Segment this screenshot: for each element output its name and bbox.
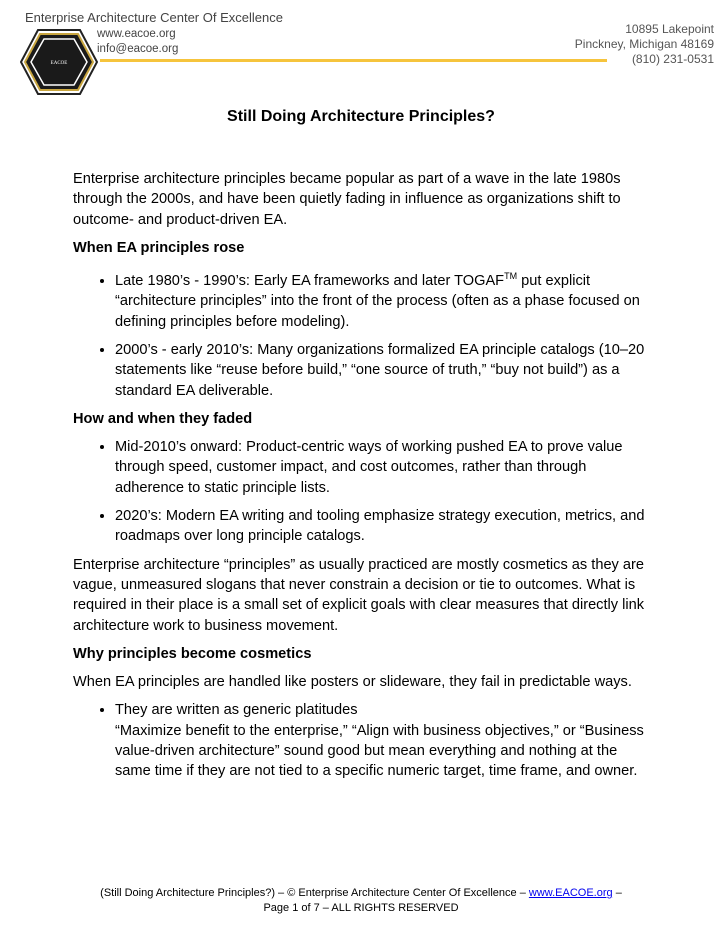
org-name: Enterprise Architecture Center Of Excellence bbox=[25, 10, 283, 25]
item-text: put explicit bbox=[517, 273, 591, 290]
phone: (810) 231-0531 bbox=[631, 52, 714, 66]
svg-text:EACOE: EACOE bbox=[50, 61, 68, 66]
paragraph: Enterprise architecture “principles” as usually practiced are mostly cosmetics as they are vague, unmeasured slogans that never constrain a decision or tie to outcomes. What is required in their place is a small set of explicit goals with clear measures that directly link architecture work to business movement. bbox=[73, 556, 645, 634]
footer-text: – bbox=[612, 887, 622, 899]
list-item: • 2000’s - early 2010’s: Many organizations formalized EA principle catalogs (10–20 statements like “reuse before build,” “one source of truth,” “buy not build”) as a standard EA deliverable. bbox=[115, 340, 653, 401]
section-heading: How and when they faded bbox=[73, 410, 253, 427]
list-item: • Mid-2010’s onward: Product-centric ways of working pushed EA to prove value through speed, customer impact, and cost outcomes, rather than through adherence to static principle lists. bbox=[115, 437, 653, 498]
document-body bbox=[73, 169, 653, 790]
item-text: Late 1980’s - 1990’s: Early EA frameworks and later TOGAF bbox=[115, 273, 505, 290]
bullet-list bbox=[73, 266, 653, 401]
section-heading: When EA principles rose bbox=[73, 239, 245, 256]
bullet-list bbox=[73, 700, 653, 781]
contact-links bbox=[97, 27, 178, 57]
item-text: “Maximize benefit to the enterprise,” “Align with business objectives,” or “Business value-driven architecture” sound good but mean everything and nothing at the same time if they are not tied to a specific numeric target, time frame, and owner. bbox=[115, 722, 644, 780]
address-block bbox=[575, 22, 714, 67]
trademark: TM bbox=[504, 271, 518, 282]
paragraph: When EA principles are handled like posters or slideware, they fail in predictable ways. bbox=[73, 674, 632, 691]
address-line1: 10895 Lakepoint bbox=[625, 22, 714, 36]
section-heading: Why principles become cosmetics bbox=[73, 645, 312, 662]
list-item: • 2020’s: Modern EA writing and tooling emphasize strategy execution, metrics, and roadmaps over long principle catalogs. bbox=[115, 506, 653, 547]
email-link[interactable]: info@eacoe.org bbox=[97, 43, 179, 55]
footer-text: (Still Doing Architecture Principles?) – © Enterprise Architecture Center Of Excellence – bbox=[100, 887, 529, 899]
intro-paragraph: Enterprise architecture principles became popular as part of a wave in the late 1980s through the 2000s, and have been quietly fading in influence as organizations shift to outcome- and product-driven EA. bbox=[73, 171, 621, 228]
website-link[interactable]: www.eacoe.org bbox=[97, 28, 176, 40]
page-number: Page 1 of 7 – ALL RIGHTS RESERVED bbox=[263, 902, 459, 914]
header-divider bbox=[100, 59, 607, 62]
bullet-list bbox=[73, 437, 653, 546]
list-item bbox=[115, 700, 653, 781]
page-title: Still Doing Architecture Principles? bbox=[227, 108, 495, 125]
list-item bbox=[115, 266, 653, 332]
footer-link[interactable]: www.EACOE.org bbox=[528, 887, 613, 899]
footer bbox=[0, 886, 722, 916]
eacoe-logo bbox=[20, 28, 98, 96]
item-title: • They are written as generic platitudes bbox=[115, 702, 358, 719]
item-text: “architecture principles” into the front of the process (often as a phase focused on defining principles before modeling). bbox=[115, 293, 640, 330]
address-line2: Pinckney, Michigan 48169 bbox=[574, 37, 714, 51]
